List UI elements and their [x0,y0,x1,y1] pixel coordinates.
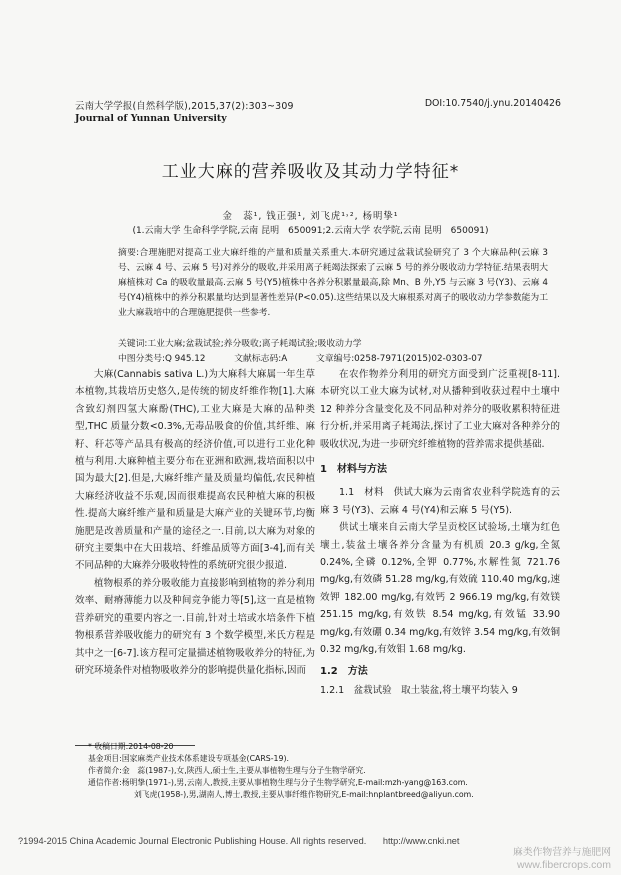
intro-paragraph-continued: 在农作物养分利用的研究方面受到广泛重视[8-11].本研究以工业大麻为试材,对从播种到收获过程中土壤中 12 种养分含量变化及不同品种对养分的吸收累积特征进行分析,并采用离子耗竭法,探讨了工业大麻对各种养分的吸收状况,为进一步研究纤维植物的营养需求提供基础. [320,369,560,450]
affiliations: (1.云南大学 生命科学学院,云南 昆明 650091;2.云南大学 农学院,云南 昆明 650091) [132,226,489,236]
journal-line: 云南大学学报(自然科学版),2015,37(2):303~309 [75,101,294,112]
materials-paragraph: 1.1 材料 供试大麻为云南省农业科学院选育的云麻 3 号(Y3)、云麻 4 号(Y4)和云麻 5 号(Y5). [320,487,560,516]
watermark-url: www.fibercrops.com [517,859,611,871]
watermark-title: 麻类作物营养与施肥网 [513,847,611,858]
footnote-corresponding: 通信作者:杨明挚(1971-),男,云南人,教授,主要从事植物生理与分子生物学研究,E-mail:mzh-yang@163.com. [88,778,468,787]
copyright-footer [18,836,603,846]
copyright-text: ?1994-2015 China Academic Journal Electronic Publishing House. All rights reserved. [18,836,367,846]
journal-name-en: Journal of Yunnan University [75,113,227,124]
intro-paragraph: 植物根系的养分吸收能力直接影响到植物的养分利用效率、耐瘠薄能力以及种间竞争能力等[5],这一直是植物营养研究的重要内容之一.目前,针对土培或水培条件下植物根系营养吸收能力的研究有 3 个数学模型,米氏方程是其中之一[6-7].该方程可定量描述植物吸收养分的特征,为研究环境条件对植物吸收养分的影响提供量化指标,因而 [75,577,315,676]
article-number: 文章编号:0258-7971(2015)02-0303-07 [316,354,483,364]
footnote-funding: 基金项目:国家麻类产业技术体系建设专项基金(CARS-19). [88,754,290,763]
watermark [513,847,611,871]
clc-number: 中图分类号:Q 945.12 [118,354,206,364]
footnote-corresponding-2: 刘飞虎(1958-),男,湖南人,博士,教授,主要从事纤维作物研究,E-mail:hnplantbreed@aliyun.com. [134,790,474,799]
left-column [75,366,315,679]
paper-title: 工业大麻的营养吸收及其动力学特征* [161,162,460,182]
doi: DOI:10.7540/j.ynu.20140426 [424,98,561,109]
classification-line [118,351,509,364]
document-code: 文献标志码:A [234,354,288,364]
section-heading: 1 材料与方法 [320,464,387,476]
keywords: 关键词:工业大麻;盆栽试验;养分吸收;离子耗竭试验;吸收动力学 [118,339,362,349]
footnote-author: 作者简介:金 蕊(1987-),女,陕西人,硕士生,主要从事植物生理与分子生物学研究. [88,766,366,775]
authors: 金 蕊¹, 钱正强¹, 刘飞虎¹˒², 杨明挚¹ [222,211,399,222]
subsection-heading: 1.2 方法 [320,665,368,677]
method-paragraph: 1.2.1 盆栽试验 取土装盆,将土壤平均装入 9 [320,684,518,696]
abstract: 摘要:合理施肥对提高工业大麻纤维的产量和质量关系重大.本研究通过盆栽试验研究了 3 个大麻品种(云麻 3 号、云麻 4 号、云麻 5 号)对养分的吸收,并采用离子耗竭法探索了云麻 5 号的养分吸收动力学特征.结果表明大麻植株对 Ca 的吸收量最高.云麻 5 号(Y5)植株中各养分积累量最高,除 Mn、B 外,Y5 与云麻 3 号(Y3)、云麻 4 号(Y4)植株中的养分积累量均达到显著性差异(P<0.05).这些结果以及大麻根系对离子的吸收动力学参数能为工业大麻栽培中的合理施肥提供一些参考. [118,248,548,319]
cnki-link[interactable]: http://www.cnki.net [382,836,460,846]
soil-paragraph: 供试土壤来自云南大学呈贡校区试验场,土壤为红色壤土,装盆土壤各养分含量为有机质 20.3 g/kg,全氮 0.24%,全磷 0.12%,全钾 0.77%,水解性氮 721.76 mg/kg,有效磷 51.28 mg/kg,有效硫 110.40 mg/kg,速效钾 182.00 mg/kg,有效钙 2 966.19 mg/kg,有效镁 251.15 mg/kg,有效铁 8.54 mg/kg,有效锰 33.90 mg/kg,有效硼 0.34 mg/kg,有效锌 3.54 mg/kg,有效铜 0.32 mg/kg,有效钼 1.68 mg/kg. [320,522,560,656]
footnote-received: * 收稿日期:2014-08-20 [88,742,174,751]
intro-paragraph: 大麻(Cannabis sativa L.)为大麻科大麻属一年生草本植物,其栽培历史悠久,是传统的韧皮纤维作物[1].大麻含致幻剂四氢大麻酚(THC),工业大麻是大麻的品种类型,THC 质量分数<0.3%,无毒品吸食的价值,其纤维、麻籽、秆芯等产品具有极高的经济价值,可以进行工业化种植与利用.大麻种植主要分布在亚洲和欧洲,栽培面积以中国为最大[2].但是,大麻纤维产量及质量均偏低,农民种植大麻经济收益不乐观,因而很难提高农民种植大麻的积极性.提高大麻纤维产量和质量是大麻产业的关键环节,均衡施肥是改善质量和产量的途径之一.目前,以大麻为对象的研究主要集中在大田栽培、纤维品质等方面[3-4],而有关不同品种的大麻养分吸收特性的系统研究很少报道. [75,369,315,572]
right-column [320,366,560,699]
